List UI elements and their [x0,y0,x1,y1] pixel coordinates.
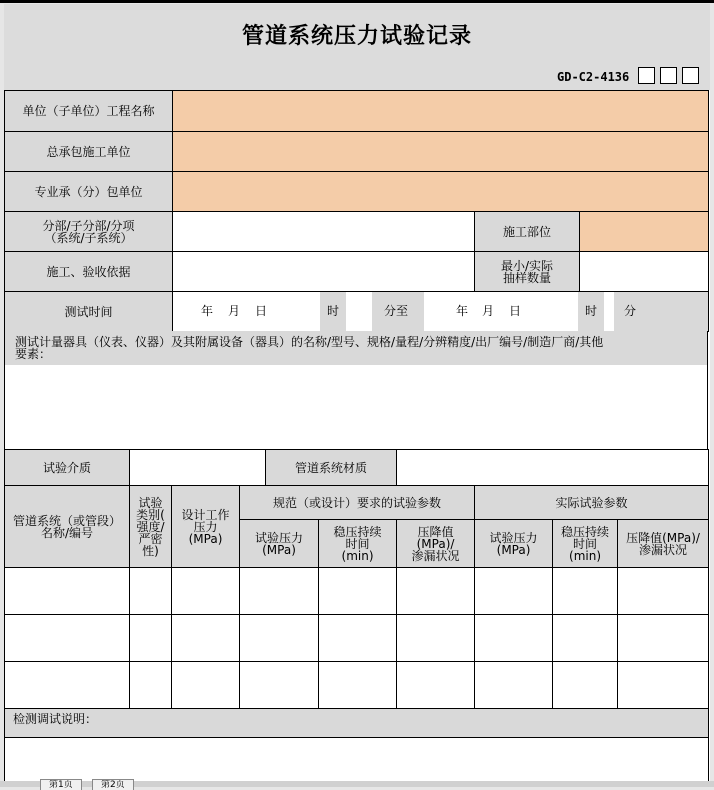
data-cell[interactable] [240,662,319,709]
sample-label-line2: 抽样数量 [502,270,551,285]
spec-drop-line2: (MPa)/ [416,536,455,551]
data-cell[interactable] [5,568,130,615]
material-input[interactable] [397,450,709,486]
spec-test-pressure-header [240,520,319,568]
data-cell[interactable] [475,615,553,662]
data-cell[interactable] [130,568,172,615]
data-cell[interactable] [397,662,475,709]
category-line2: 类别( [136,507,165,522]
instruments-block [4,331,708,449]
spec-pressure-drop-header [397,520,475,568]
category-line4: 严密 [138,531,163,546]
sub-contractor-input[interactable] [173,172,709,212]
data-cell[interactable] [553,615,618,662]
code-box-3[interactable] [682,67,699,84]
form-sheet [4,4,710,784]
actual-hold-line1: 稳压持续 [561,524,610,539]
code-bar [4,65,710,90]
info-table [4,90,709,332]
inspection-note-input[interactable] [5,738,709,785]
spec-drop-line3: 渗漏状况 [411,548,460,563]
window-top-border [0,0,714,3]
data-cell[interactable] [5,662,130,709]
division-input[interactable] [173,212,475,252]
construction-location-input[interactable] [580,212,709,252]
design-pressure-header [172,486,240,568]
data-cell[interactable] [618,662,709,709]
data-cell[interactable] [618,568,709,615]
spec-test-pressure-line2: (MPa) [262,542,296,557]
form-title: 管道系统压力试验记录 [4,4,710,65]
table-row [5,568,709,615]
instruments-label-line2: 要素： [15,347,52,361]
actual-hold-line2: 时间 [573,536,598,551]
data-cell[interactable] [397,615,475,662]
acceptance-basis-label: 施工、验收依据 [5,252,173,292]
start-month-unit: 月 [228,304,241,318]
data-cell[interactable] [319,568,397,615]
actual-hold-line3: (min) [569,548,602,563]
data-cell[interactable] [172,568,240,615]
sample-count-input[interactable] [580,252,709,292]
division-label-line1: 分部/子分部/分项 [42,218,135,233]
sub-contractor-label: 专业承（分）包单位 [5,172,173,212]
general-contractor-label: 总承包施工单位 [5,132,173,172]
actual-params-header: 实际试验参数 [475,486,709,520]
material-label: 管道系统材质 [266,450,397,486]
spec-hold-line2: 时间 [345,536,370,551]
sample-count-label [475,252,580,292]
code-box-2[interactable] [660,67,677,84]
division-label [5,212,173,252]
sheet-tab-1[interactable]: 第1页 [40,779,82,790]
category-line3: 强度/ [136,519,165,534]
code-box-1[interactable] [638,67,655,84]
inspection-note-label: 检测调试说明： [5,709,709,738]
sample-label-line1: 最小/实际 [500,258,554,273]
test-time-label: 测试时间 [5,292,173,332]
actual-hold-time-header [553,520,618,568]
spec-hold-time-header [319,520,397,568]
actual-test-pressure-line2: (MPa) [496,542,531,557]
end-year-unit: 年 [456,304,469,318]
start-day-unit: 日 [255,304,268,318]
minute-to-unit: 分至 [384,304,409,318]
construction-location-label: 施工部位 [475,212,580,252]
design-line1: 设计工作 [181,507,230,522]
start-hour-unit: 时 [327,304,340,318]
actual-drop-line2: 渗漏状况 [639,542,688,557]
data-cell[interactable] [319,615,397,662]
data-cell[interactable] [130,662,172,709]
acceptance-basis-input[interactable] [173,252,475,292]
data-cell[interactable] [475,662,553,709]
end-hour-unit: 时 [585,304,598,318]
data-cell[interactable] [130,615,172,662]
data-cell[interactable] [553,662,618,709]
sheet-tab-2[interactable]: 第2页 [92,779,134,790]
table-row [5,662,709,709]
pipe-name-header [5,486,130,568]
data-cell[interactable] [618,615,709,662]
design-line2: 压力 [193,519,218,534]
data-cell[interactable] [240,568,319,615]
data-cell[interactable] [172,662,240,709]
data-cell[interactable] [397,568,475,615]
end-minute-unit: 分 [624,304,637,318]
data-cell[interactable] [5,615,130,662]
spec-hold-line1: 稳压持续 [333,524,382,539]
test-time-field[interactable] [173,292,709,332]
unit-project-input[interactable] [173,91,709,132]
pipe-name-header-line2: 名称/编号 [40,525,94,540]
data-cell[interactable] [475,568,553,615]
end-day-unit: 日 [509,304,522,318]
spec-drop-line1: 压降值 [417,524,454,539]
spec-params-header: 规范（或设计）要求的试验参数 [240,486,475,520]
test-table [4,449,709,784]
medium-label: 试验介质 [5,450,130,486]
data-cell[interactable] [240,615,319,662]
data-cell[interactable] [553,568,618,615]
division-label-line2: （系统/子系统） [44,230,133,245]
table-row [5,615,709,662]
spec-hold-line3: (min) [341,548,374,563]
start-year-unit: 年 [201,304,214,318]
document-code: GD-C2-4136 [557,70,630,84]
medium-input[interactable] [130,450,266,486]
design-line3: (MPa) [188,531,223,546]
category-line1: 试验 [138,495,163,510]
data-cell[interactable] [319,662,397,709]
instruments-label [5,331,707,365]
end-month-unit: 月 [482,304,495,318]
sheet-tab-bar [0,780,714,790]
spec-test-pressure-line1: 试验压力 [255,530,304,545]
actual-drop-line1: 压降值(MPa)/ [626,530,700,545]
instruments-input[interactable] [5,365,707,449]
general-contractor-input[interactable] [173,132,709,172]
actual-test-pressure-header [475,520,553,568]
actual-pressure-drop-header [618,520,709,568]
data-cell[interactable] [172,615,240,662]
test-category-header [130,486,172,568]
category-line5: 性) [142,543,159,558]
instruments-label-line1: 测试计量器具（仪表、仪器）及其附属设备（器具）的名称/型号、规格/量程/分辨精度/出厂编号/制造厂商/其他 [15,335,604,349]
unit-project-label: 单位（子单位）工程名称 [5,91,173,132]
actual-test-pressure-line1: 试验压力 [489,530,538,545]
pipe-name-header-line1: 管道系统（或管段） [12,513,121,528]
